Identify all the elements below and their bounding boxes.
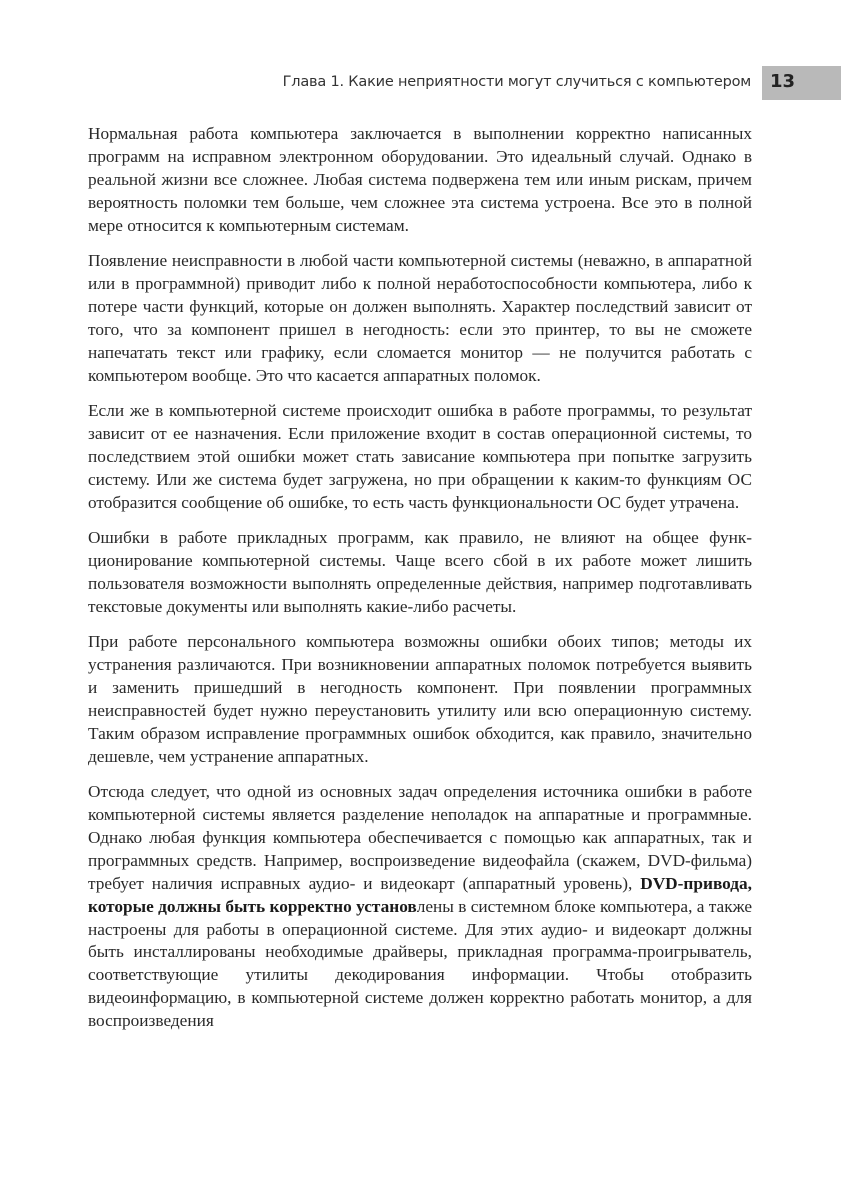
body-text (88, 123, 752, 1046)
paragraph-2: Появление неисправности в любой части компьютерной системы (неважно, в аппаратной или в программной) приводит либо к полной неработоспособности компьютера, либо к потере части функций, которые он должен выполнять. Характер последствий зависит от того, что за компонент пришел в негодность: если это принтер, то вы не сможете напечатать текст или графику, если сломается монитор — не получится работать с компьютером вообще. Это что касается аппаратных поломок. (88, 251, 752, 385)
paragraph-1: Нормальная работа компьютера заключается в выполнении корректно написанных программ на исправном электронном оборудовании. Это идеальный случай. Однако в реальной жизни все сложнее. Любая система подвержена тем или иным рискам, причем вероятность поломки тем больше, чем сложнее эта система устроена. Все это в полной мере относится к компьютерным системам. (88, 124, 752, 235)
paragraph-6-start: Отсюда следует, что одной из основных задач определения источника ошибки в работе компьютерной системы является разделение неполадок на аппаратные и программные. Однако любая функция компьютера обеспечивается с помощью как аппаратных, так и программных средств. Например, воспроизведение видеофайла (скажем, DVD-фильма) требует наличия исправных аудио- и видеокарт (аппаратный уровень), (88, 782, 752, 893)
paragraph-6-bold: DVD-привода, которые должны быть корректно установ (88, 873, 752, 916)
running-title: Глава 1. Какие неприятности могут случиться с компьютером (282, 74, 751, 90)
page-number-box (762, 66, 841, 100)
paragraph-4: Ошибки в работе прикладных программ, как правило, не влияют на общее функционирование компьютерной системы. Чаще всего сбой в их работе может лишить пользователя возможности выполнять определенные действия, например подготавливать текстовые документы или выполнять какие-либо расчеты. (88, 528, 752, 616)
paragraph-6 (88, 781, 752, 1033)
paragraph-6-end: лены в системном блоке компьютера, а также настроены для работы в операционной системе. Для этих аудио- и видеокарт должны быть инсталлированы необходимые драйверы, прикладная программа-проигрыватель, соответствующие утилиты декодирования информации. Чтобы отобразить видеоинформацию, в компьютерной системе должен корректно работать монитор, а для воспроизведения (88, 896, 752, 1031)
paragraph-5: При работе персонального компьютера возможны ошибки обоих типов; методы их устранения различаются. При возникновении аппаратных поломок потребуется выявить и заменить пришедший в негодность компонент. При появлении программных неисправностей будет нужно переустановить утилиту или всю операционную систему. Таким образом исправление программных ошибок обходится, как правило, значительно дешевле, чем устранение аппаратных. (88, 632, 752, 766)
page-header (0, 66, 841, 102)
paragraph-3: Если же в компьютерной системе происходит ошибка в работе программы, то результат зависит от ее назначения. Если приложение входит в состав операционной системы, то последствием этой ошибки может стать зависание компьютера при попытке загрузить систему. Или же система будет загружена, но при обращении к каким-то функциям ОС отобразится сообщение об ошибке, то есть часть функциональности ОС будет утрачена. (88, 400, 752, 512)
page-number: 13 (770, 71, 796, 92)
